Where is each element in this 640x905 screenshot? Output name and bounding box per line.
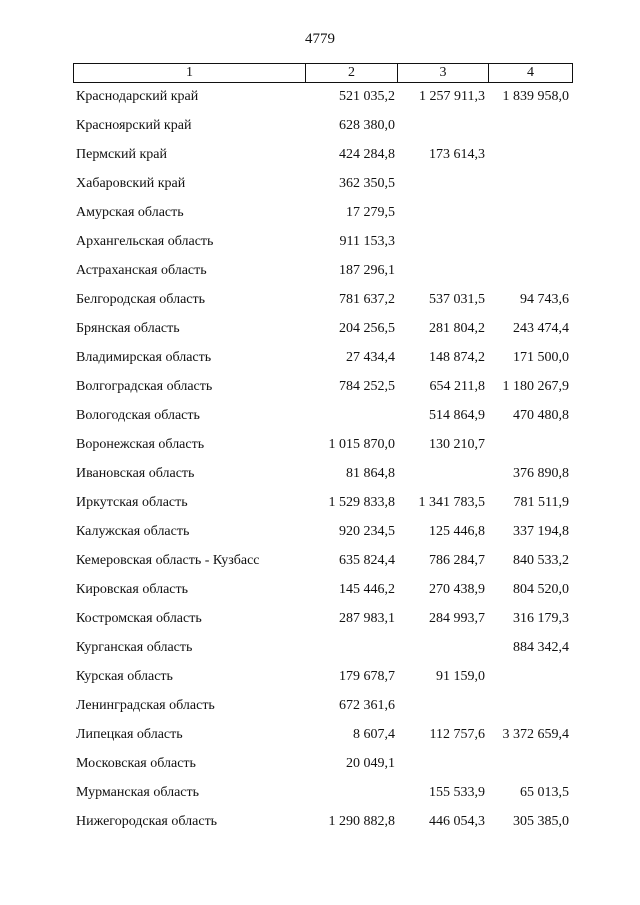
value-col-2: 27 434,4	[346, 350, 395, 365]
value-col-4: 243 474,4	[513, 321, 569, 336]
value-col-3	[397, 232, 488, 261]
value-col-4	[488, 174, 571, 203]
value-col-3	[397, 116, 488, 145]
region-name: Белгородская область	[76, 292, 206, 307]
value-col-2: 8 607,4	[353, 727, 395, 742]
value-col-3: 148 874,2	[429, 350, 485, 365]
value-col-2: 81 864,8	[346, 466, 395, 481]
value-col-4: 316 179,3	[513, 611, 569, 626]
value-col-4	[488, 754, 571, 783]
value-col-4: 94 743,6	[520, 292, 569, 307]
value-col-2: 1 529 833,8	[328, 495, 395, 510]
value-col-3: 654 211,8	[429, 379, 485, 394]
value-col-3: 112 757,6	[429, 727, 485, 742]
table-row	[73, 145, 573, 174]
value-col-4	[488, 116, 571, 145]
value-col-4: 376 890,8	[513, 466, 569, 481]
region-name: Московская область	[76, 756, 196, 771]
value-col-3: 130 210,7	[429, 437, 485, 452]
value-col-4	[488, 232, 571, 261]
value-col-3: 155 533,9	[429, 785, 485, 800]
table-row	[73, 174, 573, 203]
region-name: Воронежская область	[76, 437, 205, 452]
value-col-3	[397, 203, 488, 232]
value-col-3	[397, 464, 488, 493]
value-col-4: 305 385,0	[513, 814, 569, 829]
table-row	[73, 522, 573, 551]
value-col-2: 424 284,8	[339, 147, 395, 162]
table-row	[73, 435, 573, 464]
value-col-2	[305, 638, 397, 667]
value-col-4: 337 194,8	[513, 524, 569, 539]
region-name: Нижегородская область	[76, 814, 218, 829]
value-col-4: 470 480,8	[513, 408, 569, 423]
region-name: Краснодарский край	[76, 89, 199, 104]
value-col-2: 635 824,4	[339, 553, 395, 568]
region-name: Ивановская область	[76, 466, 195, 481]
value-col-3	[397, 174, 488, 203]
value-col-4: 804 520,0	[513, 582, 569, 597]
region-name: Ленинградская область	[76, 698, 215, 713]
value-col-4: 171 500,0	[513, 350, 569, 365]
table-row	[73, 696, 573, 725]
table-row	[73, 87, 573, 116]
value-col-4: 840 533,2	[513, 553, 569, 568]
value-col-2: 521 035,2	[339, 89, 395, 104]
column-header-3: 3	[398, 64, 489, 82]
value-col-3	[397, 261, 488, 290]
table-header	[73, 63, 573, 83]
value-col-2	[305, 406, 397, 435]
value-col-2: 204 256,5	[339, 321, 395, 336]
value-col-2: 362 350,5	[339, 176, 395, 191]
table-row	[73, 493, 573, 522]
region-name: Брянская область	[76, 321, 180, 336]
page-number: 4779	[305, 31, 335, 47]
value-col-3: 1 341 783,5	[418, 495, 485, 510]
table-row	[73, 261, 573, 290]
value-col-4	[488, 667, 571, 696]
value-col-4	[488, 261, 571, 290]
value-col-2: 20 049,1	[346, 756, 395, 771]
table-row	[73, 290, 573, 319]
region-name: Астраханская область	[76, 263, 207, 278]
table-row	[73, 348, 573, 377]
table-row	[73, 116, 573, 145]
value-col-3	[397, 638, 488, 667]
table-row	[73, 377, 573, 406]
region-name: Волгоградская область	[76, 379, 213, 394]
value-col-2: 784 252,5	[339, 379, 395, 394]
table-row	[73, 580, 573, 609]
value-col-4	[488, 435, 571, 464]
table-row	[73, 638, 573, 667]
region-name: Владимирская область	[76, 350, 212, 365]
value-col-2: 628 380,0	[339, 118, 395, 133]
value-col-3: 284 993,7	[429, 611, 485, 626]
region-name: Вологодская область	[76, 408, 200, 423]
region-name: Пермский край	[76, 147, 167, 162]
value-col-3	[397, 696, 488, 725]
region-name: Иркутская область	[76, 495, 188, 510]
region-name: Курганская область	[76, 640, 193, 655]
table-row	[73, 609, 573, 638]
value-col-4: 3 372 659,4	[502, 727, 569, 742]
value-col-3: 514 864,9	[429, 408, 485, 423]
table-row	[73, 754, 573, 783]
value-col-4: 884 342,4	[513, 640, 569, 655]
region-name: Кировская область	[76, 582, 189, 597]
table-row	[73, 203, 573, 232]
region-name: Кемеровская область - Кузбасс	[76, 553, 260, 568]
value-col-4: 781 511,9	[513, 495, 569, 510]
value-col-4: 1 180 267,9	[502, 379, 569, 394]
table-row	[73, 783, 573, 812]
column-header-4: 4	[527, 65, 534, 80]
column-header-1: 1	[74, 64, 306, 82]
value-col-2: 287 983,1	[339, 611, 395, 626]
table-row	[73, 232, 573, 261]
value-col-4	[488, 145, 571, 174]
value-col-4: 65 013,5	[520, 785, 569, 800]
region-name: Калужская область	[76, 524, 190, 539]
region-name: Курская область	[76, 669, 173, 684]
region-name: Мурманская область	[76, 785, 200, 800]
table-row	[73, 406, 573, 435]
table-body	[73, 87, 573, 841]
value-col-2	[305, 783, 397, 812]
value-col-2: 17 279,5	[346, 205, 395, 220]
value-col-3: 786 284,7	[429, 553, 485, 568]
value-col-3: 270 438,9	[429, 582, 485, 597]
region-name: Красноярский край	[76, 118, 192, 133]
region-name: Архангельская область	[76, 234, 214, 249]
region-name: Хабаровский край	[76, 176, 186, 191]
value-col-2: 1 290 882,8	[328, 814, 395, 829]
value-col-2: 187 296,1	[339, 263, 395, 278]
value-col-3: 91 159,0	[436, 669, 485, 684]
table-row	[73, 667, 573, 696]
region-name: Липецкая область	[76, 727, 183, 742]
value-col-4	[488, 203, 571, 232]
value-col-2: 1 015 870,0	[328, 437, 395, 452]
value-col-3	[397, 754, 488, 783]
value-col-3: 281 804,2	[429, 321, 485, 336]
value-col-2: 145 446,2	[339, 582, 395, 597]
value-col-2: 179 678,7	[339, 669, 395, 684]
value-col-3: 537 031,5	[429, 292, 485, 307]
column-header-2: 2	[306, 64, 398, 82]
value-col-2: 672 361,6	[339, 698, 395, 713]
table-row	[73, 725, 573, 754]
region-name: Амурская область	[76, 205, 184, 220]
value-col-4: 1 839 958,0	[502, 89, 569, 104]
value-col-4	[488, 696, 571, 725]
value-col-3: 1 257 911,3	[419, 89, 485, 104]
value-col-3: 173 614,3	[429, 147, 485, 162]
table-row	[73, 812, 573, 841]
value-col-2: 920 234,5	[339, 524, 395, 539]
table-row	[73, 319, 573, 348]
table-row	[73, 464, 573, 493]
region-name: Костромская область	[76, 611, 202, 626]
value-col-3: 446 054,3	[429, 814, 485, 829]
value-col-3: 125 446,8	[429, 524, 485, 539]
value-col-2: 781 637,2	[339, 292, 395, 307]
table-row	[73, 551, 573, 580]
value-col-2: 911 153,3	[339, 234, 395, 249]
